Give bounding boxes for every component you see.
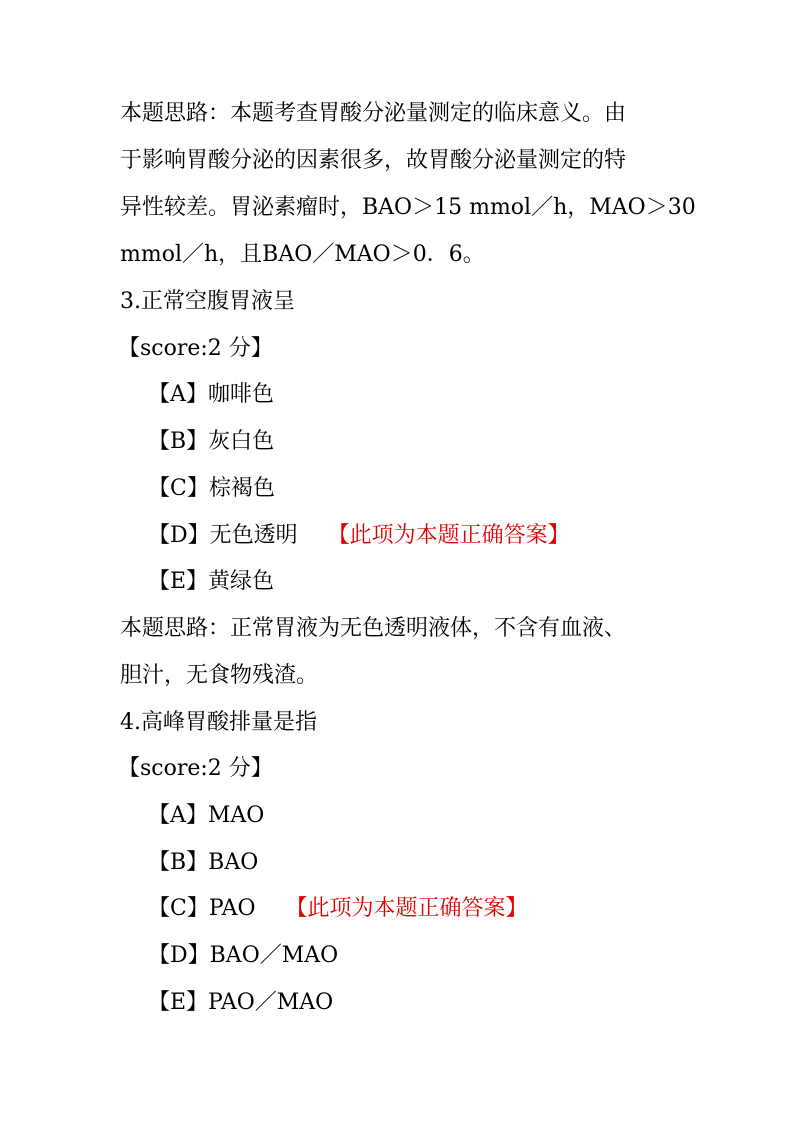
q3-option-d bbox=[148, 522, 570, 550]
q4-option-e: 【E】PAO／MAO bbox=[148, 990, 334, 1015]
q4-score: 【score:2 分】 bbox=[118, 756, 273, 781]
q4-title: 4.高峰胃酸排量是指 bbox=[120, 710, 317, 735]
q3-option-c: 【C】棕褐色 bbox=[148, 476, 275, 501]
q2-explanation-line-2: 于影响胃酸分泌的因素很多，故胃酸分泌量测定的特 bbox=[120, 148, 627, 173]
q4-correct-answer-note: 【此项为本题正确答案】 bbox=[285, 896, 528, 921]
q4-option-b: 【B】BAO bbox=[148, 850, 259, 875]
q3-correct-answer-note: 【此项为本题正确答案】 bbox=[327, 523, 570, 548]
q3-option-b: 【B】灰白色 bbox=[148, 429, 275, 454]
q4-option-c bbox=[148, 895, 528, 923]
q3-score: 【score:2 分】 bbox=[118, 336, 273, 361]
q4-option-a: 【A】MAO bbox=[148, 803, 265, 828]
q4-option-d: 【D】BAO／MAO bbox=[148, 943, 339, 968]
q2-explanation-line-3: 异性较差。胃泌素瘤时，BAO＞15 mmol／h，MAO＞30 bbox=[120, 195, 696, 220]
q2-explanation-line-4: mmol／h，且BAO／MAO＞0．6。 bbox=[120, 242, 485, 267]
q4-option-c-label: 【C】PAO bbox=[148, 896, 256, 921]
q3-explanation-line-1: 本题思路：正常胃液为无色透明液体，不含有血液、 bbox=[120, 616, 627, 641]
q2-explanation-line-1: 本题思路：本题考查胃酸分泌量测定的临床意义。由 bbox=[120, 101, 627, 126]
q3-option-d-label: 【D】无色透明 bbox=[148, 523, 298, 548]
q3-option-a: 【A】咖啡色 bbox=[148, 382, 274, 407]
q3-title: 3.正常空腹胃液呈 bbox=[120, 289, 295, 314]
q3-option-e: 【E】黄绿色 bbox=[148, 569, 275, 594]
q3-explanation-line-2: 胆汁，无食物残渣。 bbox=[120, 663, 319, 688]
